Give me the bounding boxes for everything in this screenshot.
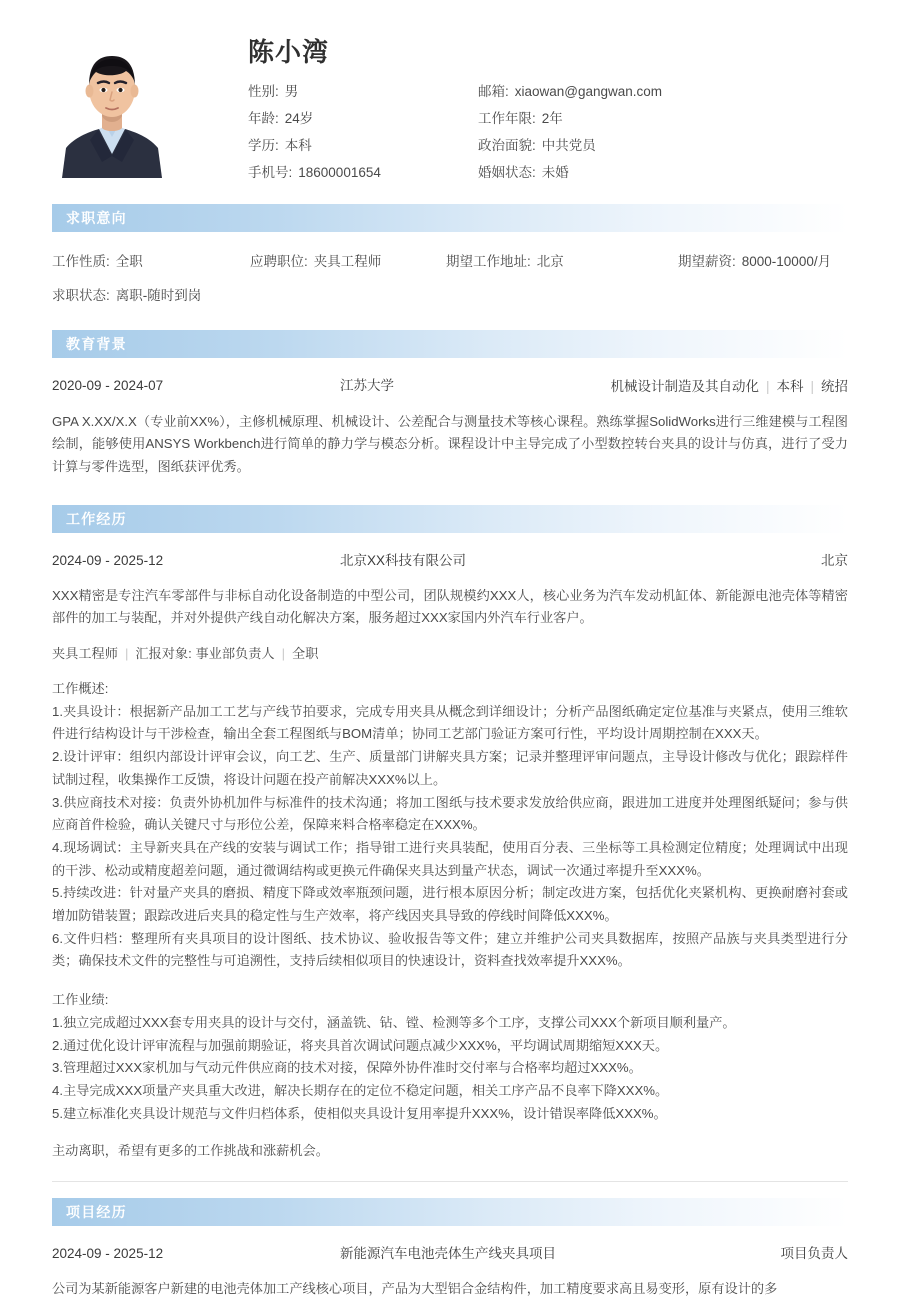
- work-report-to: 汇报对象: 事业部负责人: [135, 646, 275, 662]
- project-block: [52, 1226, 848, 1301]
- project-name: 新能源汽车电池壳体生产线夹具项目: [340, 1246, 556, 1262]
- section-title-intent: 求职意向: [66, 210, 127, 226]
- project-entry-head: [52, 1244, 848, 1265]
- work-role-line: [52, 643, 848, 662]
- work-achievement-item: 4.主导完成XXX项量产夹具重大改进，解决长期存在的定位不稳定问题，相关工序产品不良率下降XXX%。: [52, 1082, 669, 1098]
- work-overview-item: 4.现场调试：主导新夹具在产线的安装与调试工作；指导钳工进行夹具装配，使用百分表、三坐标等工具检测定位精度；处理调试中出现的干涉、松动或精度超差问题，通过微调结构或更换元件确保夹具达到量产状态，调试一次通过率提升至XXX%。: [52, 839, 848, 878]
- section-header-work: [52, 505, 848, 533]
- intent-position: [250, 250, 446, 270]
- education-date: 2020-09 - 2024-07: [52, 378, 164, 393]
- intent-job-nature-label: 工作性质:: [52, 254, 110, 269]
- intent-status-label: 求职状态:: [52, 288, 110, 303]
- work-company-description: XXX精密是专注汽车零部件与非标自动化设备制造的中型公司，团队规模约XXX人，核心业务为汽车发动机缸体、新能源电池壳体等精密部件的加工与装配，并对外提供产线自动化解决方案，服务超过XXX家国内外汽车行业客户。: [52, 587, 848, 626]
- intent-salary-label: 期望薪资:: [678, 254, 736, 269]
- intent-status-value: 离职-随时到岗: [115, 288, 202, 303]
- education-description: GPA X.XX/X.X（专业前XX%），主修机械原理、机械设计、公差配合与测量技术等核心课程。熟练掌握SolidWorks进行三维建模与工程图绘制，能够使用ANSYS Workbench进行简单的静力学与模态分析。课程设计中主导完成了小型数控转台夹具的设计与仿真，进行了受力计算与零件选型，图纸获评优秀。: [52, 413, 848, 474]
- intent-location: [446, 250, 678, 270]
- resume-header: [52, 0, 848, 181]
- info-political-label: 政治面貌:: [478, 138, 536, 154]
- work-closing-note: 主动离职，希望有更多的工作挑战和涨薪机会。: [52, 1143, 329, 1159]
- project-description: 公司为某新能源客户新建的电池壳体加工产线核心项目，产品为大型铝合金结构件，加工精度要求高且易变形，原有设计的多: [52, 1281, 778, 1297]
- work-entry-head: [52, 551, 848, 572]
- intent-job-nature: [52, 250, 250, 270]
- info-gender: [248, 83, 478, 101]
- section-header-project: [52, 1198, 848, 1226]
- work-location: 北京: [821, 552, 848, 568]
- info-age-value: 24岁: [284, 110, 314, 126]
- work-achievement-item: 1.独立完成超过XXX套专用夹具的设计与交付，涵盖铣、钻、镗、检测等多个工序，支撑公司XXX个新项目顺利量产。: [52, 1014, 736, 1030]
- section-divider: [52, 1181, 848, 1182]
- info-phone-value: 18600001654: [298, 165, 381, 181]
- work-overview-title: 工作概述:: [52, 681, 109, 697]
- section-header-education: [52, 330, 848, 358]
- education-admission: 统招: [821, 379, 848, 394]
- personal-info-grid: [248, 83, 848, 183]
- work-overview-item: 2.设计评审：组织内部设计评审会议，向工艺、生产、质量部门讲解夹具方案；记录并整理评审问题点，主导设计修改与优化；跟踪样件试制过程，收集操作工反馈，将设计问题在投产前解决XXX%以上。: [52, 749, 848, 787]
- education-detail: [570, 376, 848, 398]
- info-education-label: 学历:: [248, 138, 279, 154]
- education-entry-head: [52, 376, 848, 398]
- intent-position-value: 夹具工程师: [313, 254, 382, 269]
- education-major: 机械设计制造及其自动化: [610, 379, 759, 394]
- intent-row-2: [52, 284, 848, 304]
- work-achievement-title: 工作业绩:: [52, 992, 109, 1008]
- info-gender-value: 男: [284, 83, 299, 99]
- section-title-work: 工作经历: [66, 510, 127, 527]
- work-overview-item: 5.持续改进：针对量产夹具的磨损、精度下降或效率瓶颈问题，进行根本原因分析；制定改进方案，包括优化夹紧机构、更换耐磨衬套或增加防错装置；跟踪改进后夹具的稳定性与生产效率，将产线因夹具导致的停线时间降低XXX%。: [52, 885, 848, 924]
- info-education: [248, 137, 478, 155]
- intent-location-label: 期望工作地址:: [446, 254, 531, 269]
- work-overview-group: [52, 678, 848, 973]
- intent-salary-value: 8000-10000/月: [741, 254, 832, 269]
- work-achievement-item: 3.管理超过XXX家机加与气动元件供应商的技术对接，保障外协件准时交付率与合格率均超过XXX%。: [52, 1060, 642, 1076]
- intent-row-1: [52, 250, 848, 270]
- divider-1: |: [765, 379, 770, 394]
- info-work-years-label: 工作年限:: [478, 110, 536, 126]
- work-achievement-item: 5.建立标准化夹具设计规范与文件归档体系，使相似夹具设计复用率提升XXX%，设计错误率降低XXX%。: [52, 1105, 667, 1121]
- education-block: [52, 358, 848, 479]
- work-company: 北京XX科技有限公司: [340, 552, 467, 568]
- info-age: [248, 110, 478, 128]
- info-education-value: 本科: [284, 138, 312, 154]
- info-marital-label: 婚姻状态:: [478, 165, 536, 181]
- avatar: [52, 36, 172, 178]
- info-gender-label: 性别:: [248, 83, 279, 99]
- info-work-years-value: 2年: [541, 110, 563, 126]
- info-political: [478, 137, 848, 155]
- info-work-years: [478, 110, 848, 128]
- work-achievement-group: [52, 989, 848, 1125]
- work-block: [52, 533, 848, 1163]
- divider-2: |: [810, 379, 814, 394]
- intent-status: [52, 284, 250, 304]
- info-age-label: 年龄:: [248, 110, 279, 126]
- intent-salary: [678, 250, 848, 270]
- info-marital-value: 未婚: [541, 165, 569, 181]
- divider-4: |: [281, 646, 286, 662]
- info-phone-label: 手机号:: [248, 165, 293, 181]
- section-header-intent: [52, 204, 848, 232]
- intent-block: [52, 232, 848, 304]
- info-political-value: 中共党员: [541, 138, 596, 154]
- header-info: [172, 36, 848, 182]
- education-degree: 本科: [776, 379, 804, 394]
- intent-job-nature-value: 全职: [115, 254, 143, 269]
- profile-photo-image: [52, 36, 172, 178]
- work-overview-item: 1.夹具设计：根据新产品加工工艺与产线节拍要求，完成专用夹具从概念到详细设计；分析产品图纸确定定位基准与夹紧点，使用三维软件进行结构设计与干涉检查，输出全套工程图纸与BOM清单；协同工艺部门验证方案可行性，平均设计周期控制在XXX天。: [52, 703, 848, 742]
- project-date: 2024-09 - 2025-12: [52, 1246, 164, 1262]
- info-email-value: xiaowan@gangwan.com: [514, 83, 663, 99]
- education-school: 江苏大学: [340, 378, 394, 393]
- intent-location-value: 北京: [536, 254, 564, 269]
- info-email-label: 邮箱:: [478, 83, 509, 99]
- section-title-project: 项目经历: [66, 1204, 127, 1221]
- info-phone: [248, 164, 478, 182]
- work-date: 2024-09 - 2025-12: [52, 552, 164, 568]
- work-achievement-item: 2.通过优化设计评审流程与加强前期验证，将夹具首次调试问题点减少XXX%，平均调试周期缩短XXX天。: [52, 1037, 669, 1053]
- page-title: 陈小湾: [248, 37, 330, 67]
- work-overview-item: 3.供应商技术对接：负责外协机加件与标准件的技术沟通；将加工图纸与技术要求发放给供应商，跟进加工进度并处理图纸疑问；参与供应商首件检验，确认关键尺寸与形位公差，保障来料合格率稳定在XXX%。: [52, 794, 848, 833]
- work-role: 夹具工程师: [52, 646, 118, 662]
- info-email: [478, 83, 848, 101]
- intent-position-label: 应聘职位:: [250, 254, 308, 269]
- work-overview-item: 6.文件归档：整理所有夹具项目的设计图纸、技术协议、验收报告等文件；建立并维护公司夹具数据库，按照产品族与夹具类型进行分类；确保技术文件的完整性与可追溯性，支持后续相似项目的快速设计，资料查找效率提升XXX%。: [52, 930, 848, 969]
- divider-3: |: [124, 646, 129, 662]
- project-role: 项目负责人: [780, 1246, 848, 1262]
- work-job-type: 全职: [292, 646, 319, 662]
- info-marital: [478, 164, 848, 182]
- section-title-education: 教育背景: [66, 336, 127, 352]
